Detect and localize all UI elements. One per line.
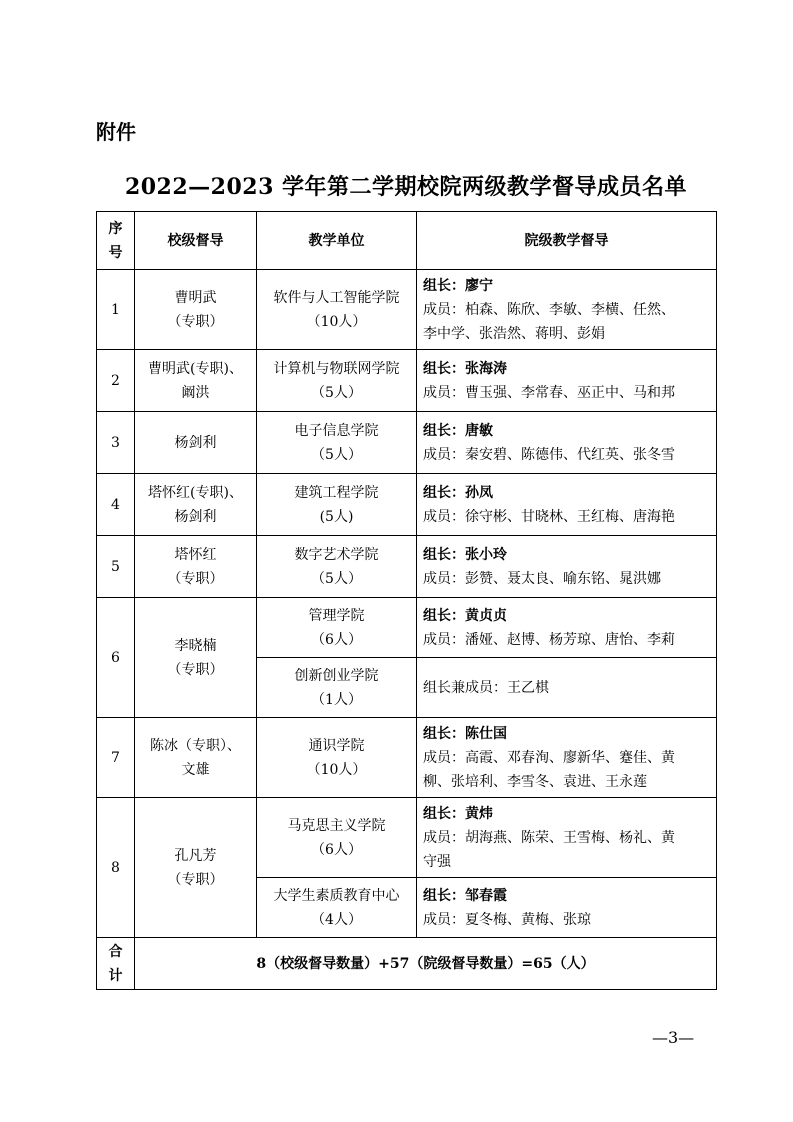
unit-name: 大学生素质教育中心 <box>273 887 400 904</box>
group-leader: 组长：邹春霞 <box>423 887 507 904</box>
group-leader: 组长：黄炜 <box>423 805 493 822</box>
school-supervisor-line: 杨剑利 <box>174 434 217 451</box>
group-members: 成员：彭赞、聂太良、喻东铭、晁洪娜 <box>423 570 661 587</box>
unit-count: （10人） <box>306 313 367 330</box>
school-supervisor-line: （专职） <box>167 570 224 587</box>
total-row <box>97 938 717 990</box>
school-supervisor-cell <box>135 474 257 536</box>
group-members: 守强 <box>423 853 451 870</box>
group-leader: 组长：张海涛 <box>423 360 507 377</box>
table-row <box>97 474 717 536</box>
school-supervisor-cell <box>135 350 257 412</box>
school-supervisor-line: （专职） <box>167 661 224 678</box>
school-supervisor-line: 陈冰（专职）、 <box>150 737 241 754</box>
unit-name: 电子信息学院 <box>294 422 379 439</box>
school-supervisor-line: 杨剑利 <box>174 508 217 525</box>
group-leader: 组长：张小玲 <box>423 546 507 563</box>
unit-name: 数字艺术学院 <box>294 546 379 563</box>
table-header-row <box>97 212 717 270</box>
group-leader: 组长：廖宁 <box>423 277 493 294</box>
group-leader: 组长：黄贞贞 <box>423 607 507 624</box>
school-supervisor-cell <box>135 412 257 474</box>
unit-name: 建筑工程学院 <box>294 484 379 501</box>
group-members: 柳、张培利、李雪冬、袁进、王永莲 <box>423 773 647 790</box>
group-members: 成员：曹玉强、李常春、巫正中、马和邦 <box>423 384 675 401</box>
school-supervisor-cell <box>135 598 257 718</box>
school-supervisor-line: 曹明武 <box>174 289 217 306</box>
school-supervisor-cell <box>135 798 257 938</box>
unit-count: （6人） <box>311 841 362 858</box>
school-supervisor-line: 塔怀红(专职)、 <box>148 484 243 501</box>
row-number: 6 <box>97 598 135 718</box>
school-supervisor-cell <box>135 270 257 350</box>
school-supervisor-line: 塔怀红 <box>174 546 217 563</box>
table-row <box>97 412 717 474</box>
row-number: 4 <box>97 474 135 536</box>
total-summary: 8（校级督导数量）+57（院级督导数量）=65（人） <box>135 938 717 990</box>
school-supervisor-line: 文雄 <box>181 761 210 778</box>
unit-cell <box>257 270 417 350</box>
unit-name: 创新创业学院 <box>294 667 379 684</box>
group-members: 成员：柏森、陈欣、李敏、李横、任然、 <box>423 301 675 318</box>
table-row <box>97 598 717 658</box>
college-supervisor-cell <box>417 474 717 536</box>
group-leader: 组长：陈仕国 <box>423 725 507 742</box>
unit-cell <box>257 798 417 878</box>
unit-cell <box>257 878 417 938</box>
group-leader: 组长：孙凤 <box>423 484 493 501</box>
supervisor-table <box>96 211 717 990</box>
college-supervisor-cell <box>417 536 717 598</box>
school-supervisor-line: 曹明武(专职)、 <box>148 360 243 377</box>
college-supervisor-cell <box>417 658 717 718</box>
school-supervisor-cell <box>135 536 257 598</box>
college-supervisor-cell <box>417 798 717 878</box>
unit-cell <box>257 350 417 412</box>
table-row <box>97 536 717 598</box>
school-supervisor-line: 孔凡芳 <box>174 847 217 864</box>
unit-name: 马克思主义学院 <box>287 817 386 834</box>
college-supervisor-cell <box>417 718 717 798</box>
unit-count: (5人) <box>319 508 354 525</box>
unit-count: （5人） <box>311 446 362 463</box>
attachment-label: 附件 <box>96 120 136 144</box>
unit-count: （10人） <box>306 761 367 778</box>
page-title: 2022—2023 学年第二学期校院两级教学督导成员名单 <box>124 174 688 200</box>
group-members: 组长兼成员：王乙棋 <box>423 679 549 696</box>
college-supervisor-cell <box>417 878 717 938</box>
row-number: 1 <box>97 270 135 350</box>
table-row <box>97 718 717 798</box>
college-supervisor-cell <box>417 412 717 474</box>
table-row <box>97 270 717 350</box>
unit-cell <box>257 412 417 474</box>
school-supervisor-line: （专职） <box>167 313 224 330</box>
row-number: 5 <box>97 536 135 598</box>
unit-count: （4人） <box>311 911 362 928</box>
group-members: 成员：秦安碧、陈德伟、代红英、张冬雪 <box>423 446 675 463</box>
unit-cell <box>257 474 417 536</box>
unit-cell <box>257 658 417 718</box>
header-college-supervisor: 院级教学督导 <box>417 212 717 270</box>
unit-cell <box>257 598 417 658</box>
school-supervisor-line: （专职） <box>167 871 224 888</box>
header-school-supervisor: 校级督导 <box>135 212 257 270</box>
table-row <box>97 798 717 878</box>
group-members: 成员：高霞、邓春洵、廖新华、蹇佳、黄 <box>423 749 675 766</box>
school-supervisor-line: 李晓楠 <box>174 637 217 654</box>
row-number: 7 <box>97 718 135 798</box>
unit-name: 通识学院 <box>308 737 365 754</box>
row-number: 8 <box>97 798 135 938</box>
unit-name: 管理学院 <box>308 607 365 624</box>
college-supervisor-cell <box>417 598 717 658</box>
group-members: 成员：徐守彬、甘晓林、王红梅、唐海艳 <box>423 508 675 525</box>
unit-cell <box>257 536 417 598</box>
group-members: 成员：潘娅、赵博、杨芳琼、唐怡、李莉 <box>423 631 675 648</box>
group-members: 成员：夏冬梅、黄梅、张琼 <box>423 911 591 928</box>
college-supervisor-cell <box>417 350 717 412</box>
college-supervisor-cell <box>417 270 717 350</box>
unit-count: （6人） <box>311 631 362 648</box>
group-leader: 组长：唐敏 <box>423 422 493 439</box>
table-row <box>97 350 717 412</box>
row-number: 3 <box>97 412 135 474</box>
page-number: —3— <box>652 1028 695 1047</box>
unit-name: 计算机与物联网学院 <box>273 360 400 377</box>
unit-count: （5人） <box>311 384 362 401</box>
group-members: 成员：胡海燕、陈荣、王雪梅、杨礼、黄 <box>423 829 675 846</box>
row-number: 2 <box>97 350 135 412</box>
unit-name: 软件与人工智能学院 <box>273 289 400 306</box>
school-supervisor-cell <box>135 718 257 798</box>
unit-cell <box>257 718 417 798</box>
unit-count: （1人） <box>311 691 362 708</box>
school-supervisor-line: 阚洪 <box>181 384 210 401</box>
total-label: 合计 <box>97 938 135 990</box>
header-no: 序号 <box>97 212 135 270</box>
group-members: 李中学、张浩然、蒋明、彭娟 <box>423 325 605 342</box>
header-unit: 教学单位 <box>257 212 417 270</box>
unit-count: （5人） <box>311 570 362 587</box>
